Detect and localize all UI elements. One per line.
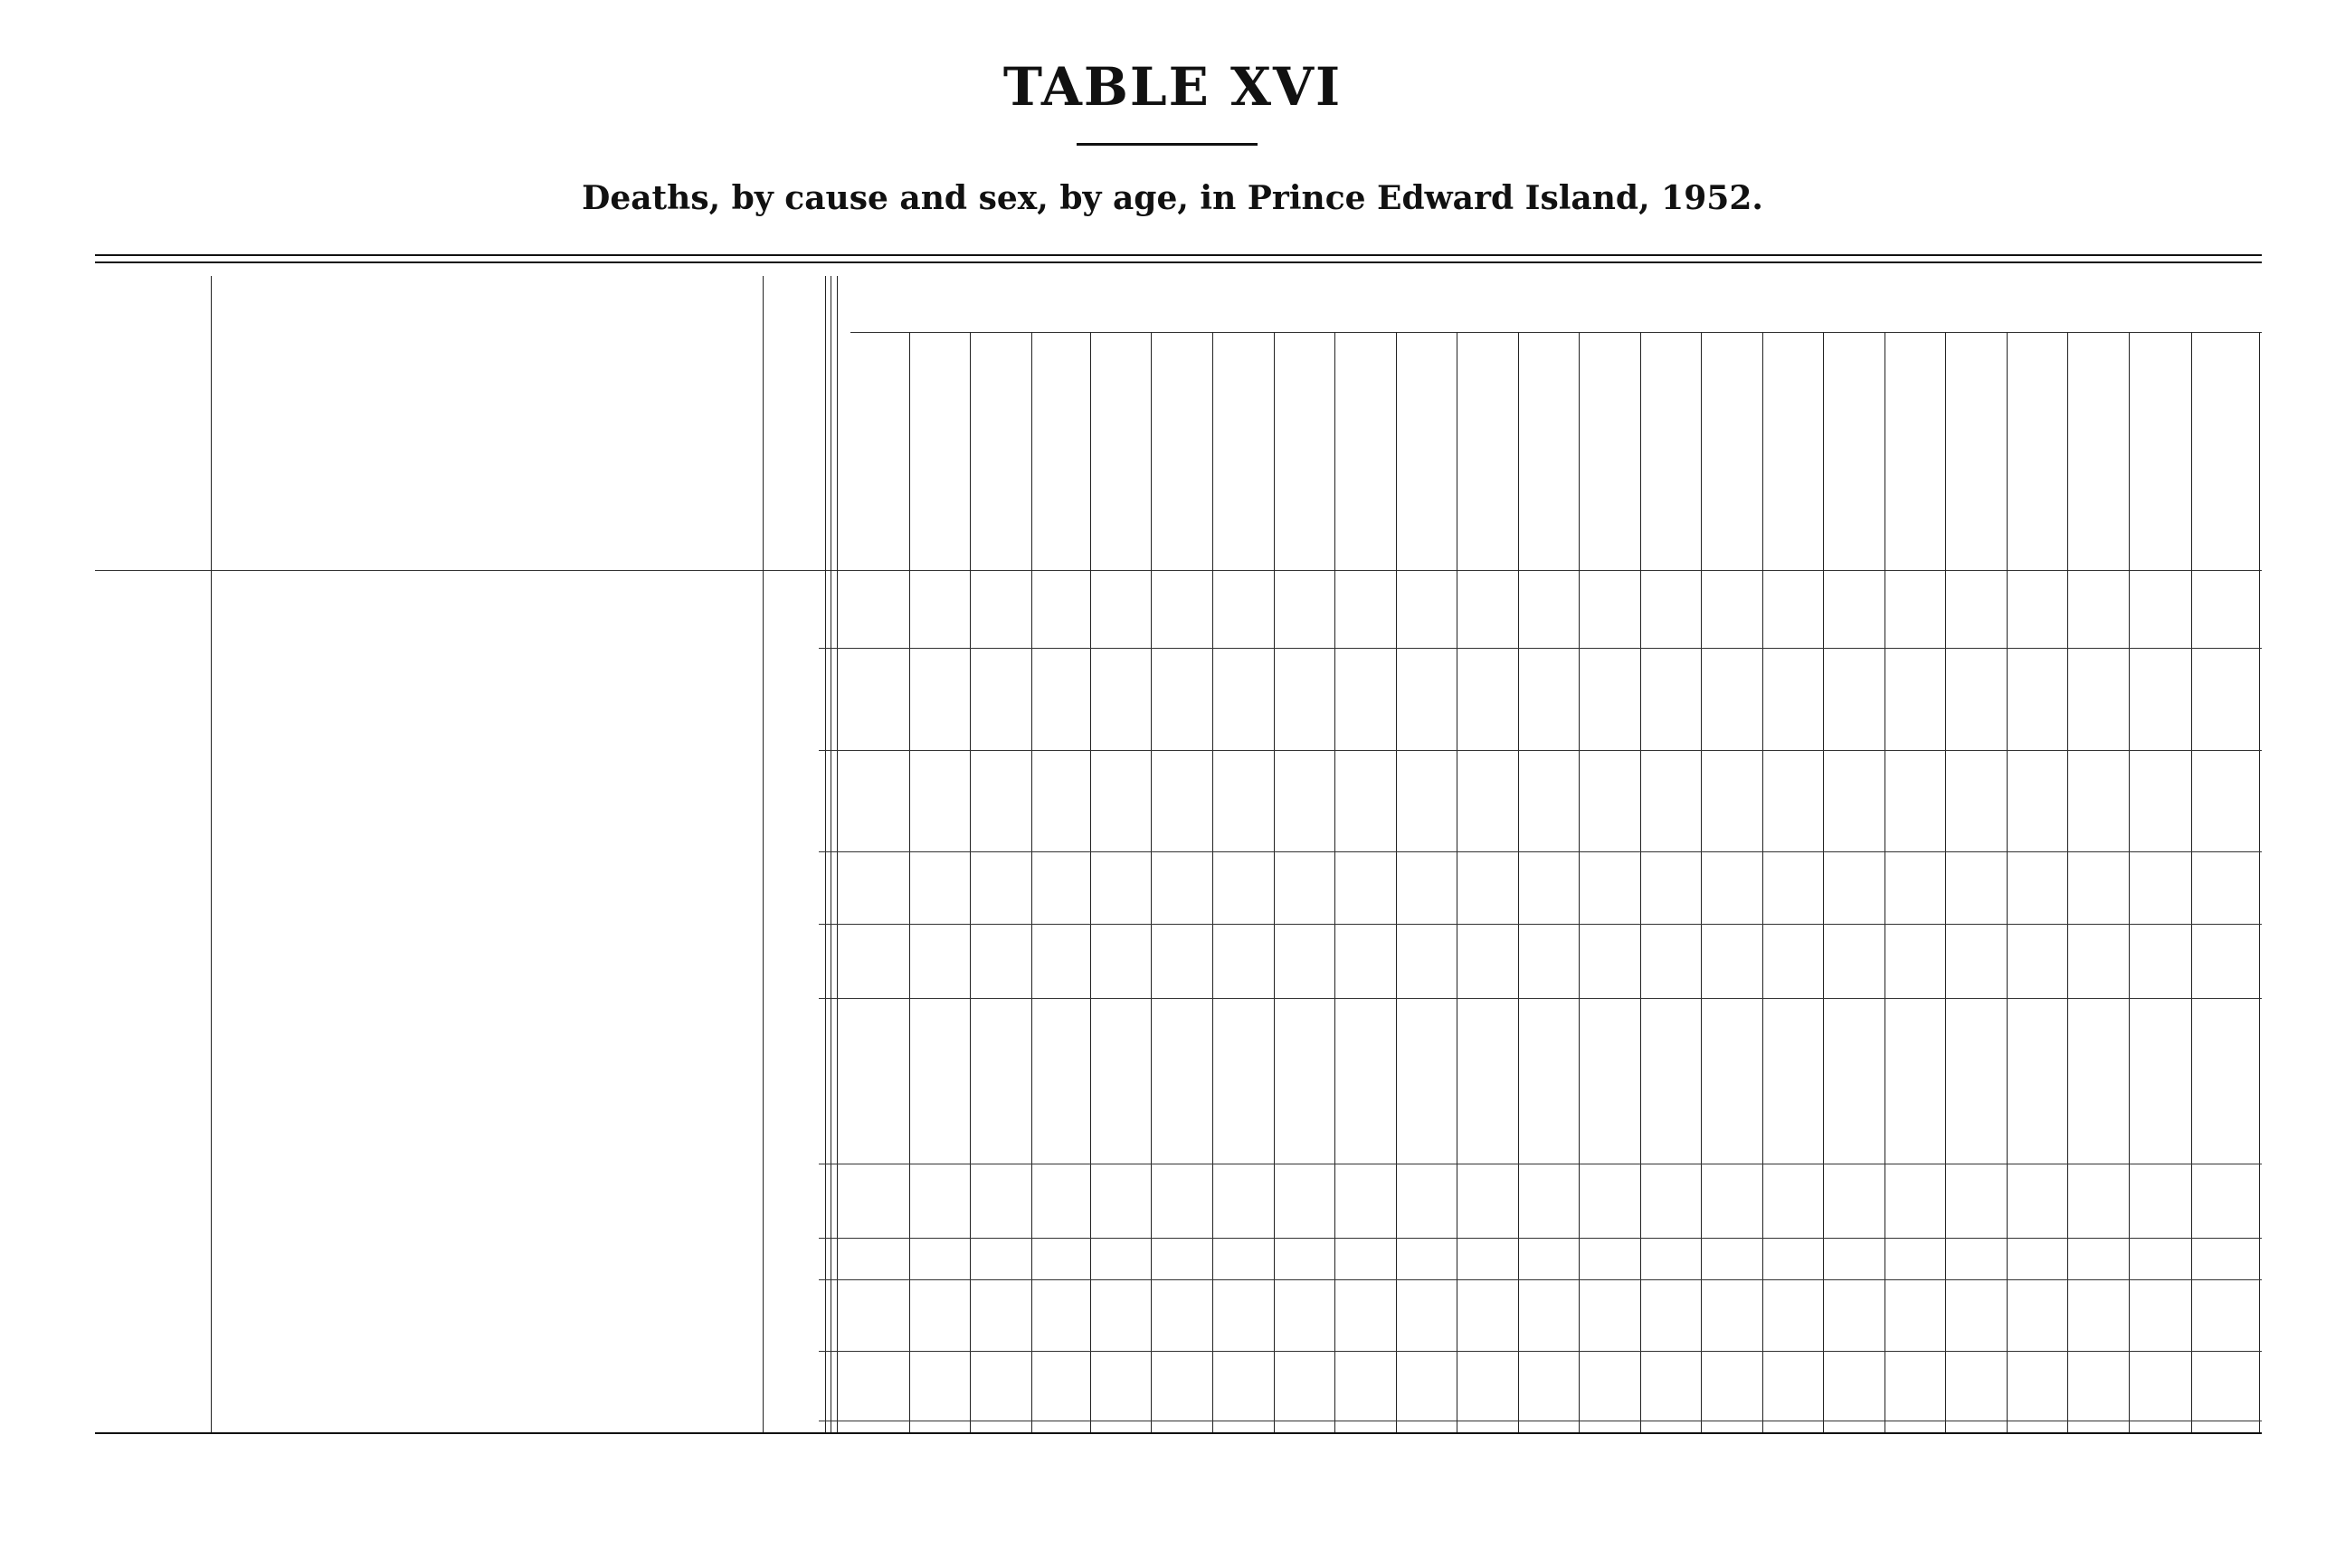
column-divider <box>1640 332 1641 1432</box>
column-divider <box>1823 332 1824 1432</box>
column-divider <box>763 276 764 1432</box>
deaths-table <box>95 267 2262 1432</box>
column-divider <box>1334 332 1335 1432</box>
row-separator <box>819 750 2262 751</box>
column-divider <box>2067 332 2068 1432</box>
column-divider <box>2129 332 2130 1432</box>
column-divider <box>1151 332 1152 1432</box>
column-divider <box>211 276 212 1432</box>
column-divider <box>837 276 838 1432</box>
column-divider <box>1396 332 1397 1432</box>
row-separator <box>819 924 2262 925</box>
table-top-rule-2 <box>95 261 2262 263</box>
column-divider <box>1212 332 1213 1432</box>
column-divider <box>970 332 971 1432</box>
column-divider <box>1031 332 1032 1432</box>
column-divider <box>1274 332 1275 1432</box>
row-separator <box>819 851 2262 852</box>
column-divider <box>1090 332 1091 1432</box>
table-bottom-rule <box>95 1432 2262 1434</box>
row-separator <box>819 1279 2262 1280</box>
header-bottom-rule <box>95 570 2262 571</box>
row-separator <box>819 998 2262 999</box>
header-age-rule <box>850 332 2262 333</box>
row-separator <box>819 1238 2262 1239</box>
column-divider <box>825 276 826 1432</box>
column-divider <box>1701 332 1702 1432</box>
column-divider <box>1762 332 1763 1432</box>
column-divider <box>1945 332 1946 1432</box>
column-divider <box>2007 332 2008 1432</box>
table-top-rule <box>95 254 2262 256</box>
column-divider <box>1579 332 1580 1432</box>
page-subtitle: Deaths, by cause and sex, by age, in Prince Edward Island, 1952. <box>582 179 1763 217</box>
column-divider <box>909 332 910 1432</box>
column-divider <box>1518 332 1519 1432</box>
column-divider <box>2259 332 2260 1432</box>
row-separator <box>819 1351 2262 1352</box>
column-divider <box>2191 332 2192 1432</box>
page-title: TABLE XVI <box>1002 56 1343 118</box>
title-rule <box>1077 143 1258 146</box>
row-separator <box>819 648 2262 649</box>
